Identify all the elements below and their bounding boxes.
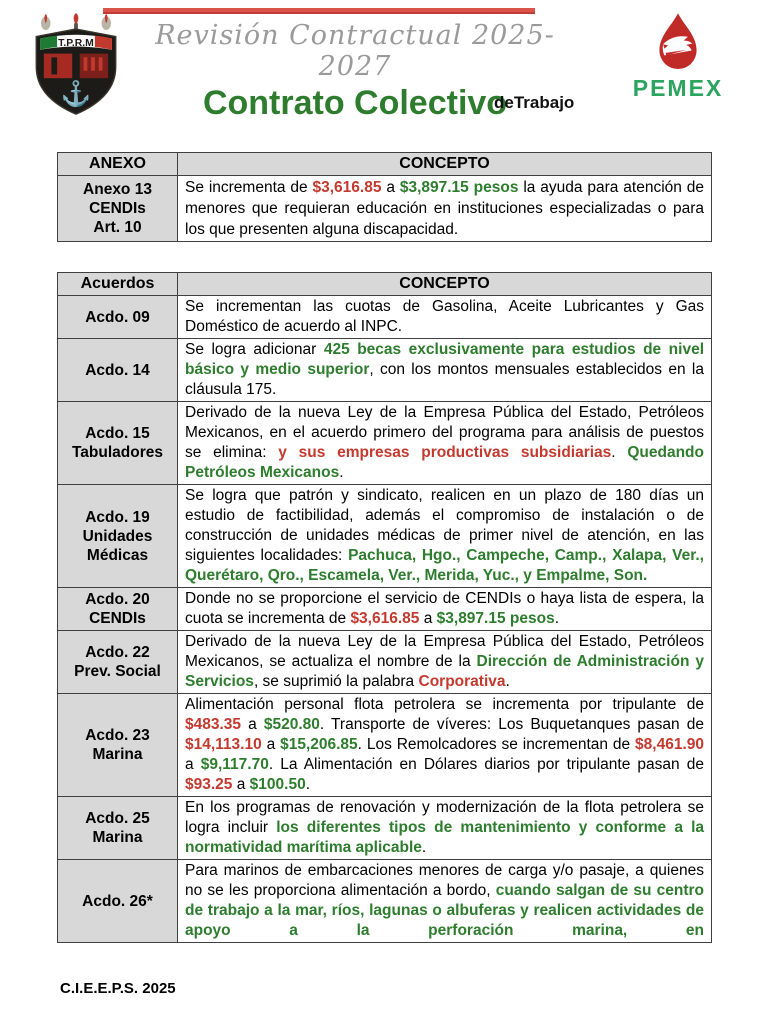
body-text: Derivado de la nueva Ley de la Empresa Pública del Estado, Petróleos Mexicanos, en el acuerdo primero del programa para análisis de puestos se elimina: [185,404,704,461]
highlight-red-text: $483.35 [185,716,242,733]
row-concept [178,402,712,485]
acuerdos-table-header-row [58,273,712,296]
highlight-red-text: y sus empresas productivas subsidiarias [278,444,612,461]
body-text: Se logra adicionar [185,341,324,358]
row-concept [178,860,712,943]
body-text: . [611,444,628,461]
highlight-green-text: 425 becas exclusivamente para estudios de nivel básico y medio superior [185,341,704,378]
row-label: Acdo. 09 [58,296,178,339]
body-text: la ayuda para atención de menores que requieran educación en instituciones especializadas o para los que presenten alguna discapacidad. [185,179,705,238]
anexo-table [57,152,712,242]
pemex-logo [628,12,728,102]
body-text: , se suprimió la palabra [253,673,419,690]
table-row [58,631,712,694]
highlight-green-text: Pachuca, Hgo., Campeche, Camp., Xalapa, Ver., Querétaro, Qro., Escamela, Ver., Merida, Yuc., y Empalme, Son. [185,547,704,584]
highlight-red-text: $3,616.85 [312,179,382,196]
anchor-icon: ⚓ [60,80,92,108]
concepto-column-header: CONCEPTO [178,273,712,296]
page-title: Contrato Colectivo [202,84,508,122]
body-text: . [339,464,344,481]
pemex-wordmark: PEMEX [632,75,724,101]
highlight-green-text: cuando salgan de su centro de trabajo a la mar, ríos, lagunas o albuferas y realicen actividades de apoyo a la perforación marina, en [185,882,704,939]
body-text: Derivado de la nueva Ley de la Empresa Pública del Estado, Petróleos Mexicanos, se actualiza el nombre de la [185,633,704,670]
highlight-green-text: $9,117.70 [200,756,269,773]
highlight-green-text: Dirección de Administración y Servicios [185,653,704,690]
highlight-red-text: $8,461.90 [635,736,704,753]
row-label: Acdo. 19 Unidades Médicas [58,485,178,588]
row-concept [178,485,712,588]
tprm-shield-logo [28,12,124,116]
highlight-red-text: $93.25 [185,776,233,793]
pemex-drop-eagle-icon [647,12,709,74]
row-concept [178,631,712,694]
table-row [58,296,712,339]
anexo-column-header: ANEXO [58,153,178,176]
body-text: a [419,610,437,627]
body-text: a [185,756,201,773]
highlight-green-text: Quedando Petróleos Mexicanos [185,444,704,481]
body-text: , con los montos mensuales establecidos en la cláusula 175. [185,361,704,398]
row-label: Acdo. 25 Marina [58,797,178,860]
acuerdos-table [57,272,712,943]
table-row [58,588,712,631]
highlight-green-text: los diferentes tipos de mantenimiento y conforme a la normatividad marítima aplicable [185,819,705,856]
body-text: Alimentación personal flota petrolera se incrementa por tripulante de [185,696,704,713]
highlight-green-text: $3,897.15 pesos [436,610,555,627]
highlight-green-text: $100.50 [249,776,306,793]
body-text: a [261,736,281,753]
row-concept [178,296,712,339]
highlight-green-text: $520.80 [263,716,320,733]
row-concept [178,588,712,631]
body-text: En los programas de renovación y modernización de la flota petrolera se logra incluir [185,799,704,836]
body-text: a [241,716,264,733]
acuerdos-column-header: Acuerdos [58,273,178,296]
anexo-table-header-row [58,153,712,176]
row-label: Acdo. 14 [58,339,178,402]
body-text: . [421,839,427,856]
concepto-column-header: CONCEPTO [178,153,712,176]
table-row [58,694,712,797]
body-text: . [305,776,310,793]
row-concept [178,176,712,242]
highlight-green-text: $15,206.85 [280,736,358,753]
subtitle: deTrabajo [494,93,575,112]
footer-signature: C.I.E.E.P.S. 2025 [60,980,176,997]
table-row [58,485,712,588]
body-text: Donde no se proporcione el servicio de CENDIs o haya lista de espera, la cuota se incrementa de [185,590,704,627]
table-row [58,797,712,860]
body-text: . Transporte de víveres: Los Buquetanques pasan de [319,716,705,733]
body-text: Para marinos de embarcaciones menores de carga y/o pasaje, a quienes no se les proporciona alimentación a bordo, [185,862,704,899]
body-text: . Los Remolcadores se incrementan de [357,736,636,753]
table-row [58,402,712,485]
header-red-bar [103,8,535,14]
row-concept [178,339,712,402]
row-label: Acdo. 20 CENDIs [58,588,178,631]
table-row [58,860,712,943]
script-title: Revisión Contractual 2025-2027 [155,20,555,82]
body-text: . [505,673,510,690]
row-label: Acdo. 15 Tabuladores [58,402,178,485]
row-label: Acdo. 23 Marina [58,694,178,797]
table-row [58,176,712,242]
highlight-red-text: Corporativa [418,673,506,690]
row-concept [178,694,712,797]
body-text: . La Alimentación en Dólares diarios por tripulante pasan de [268,756,704,773]
row-label: Acdo. 22 Prev. Social [58,631,178,694]
body-text: a [232,776,250,793]
row-label: Anexo 13 CENDIs Art. 10 [58,176,178,242]
highlight-red-text: $3,616.85 [350,610,420,627]
body-text: Se logra que patrón y sindicato, realicen en un plazo de 180 días un estudio de factibilidad, además el compromiso de instalación o de construcción de unidades médicas de primer nivel de atención, en las siguientes localidades: [185,487,704,564]
row-concept [178,797,712,860]
tprm-initials: T.P.R.M [58,38,94,50]
table-row [58,339,712,402]
body-text: Se incrementa de [185,179,313,196]
body-text: Se incrementan las cuotas de Gasolina, Aceite Lubricantes y Gas Doméstico de acuerdo al INPC. [185,298,704,335]
highlight-red-text: $14,113.10 [185,736,262,753]
highlight-green-text: $3,897.15 pesos [399,179,519,196]
body-text: . [554,610,560,627]
row-label: Acdo. 26* [58,860,178,943]
body-text: a [381,179,400,196]
